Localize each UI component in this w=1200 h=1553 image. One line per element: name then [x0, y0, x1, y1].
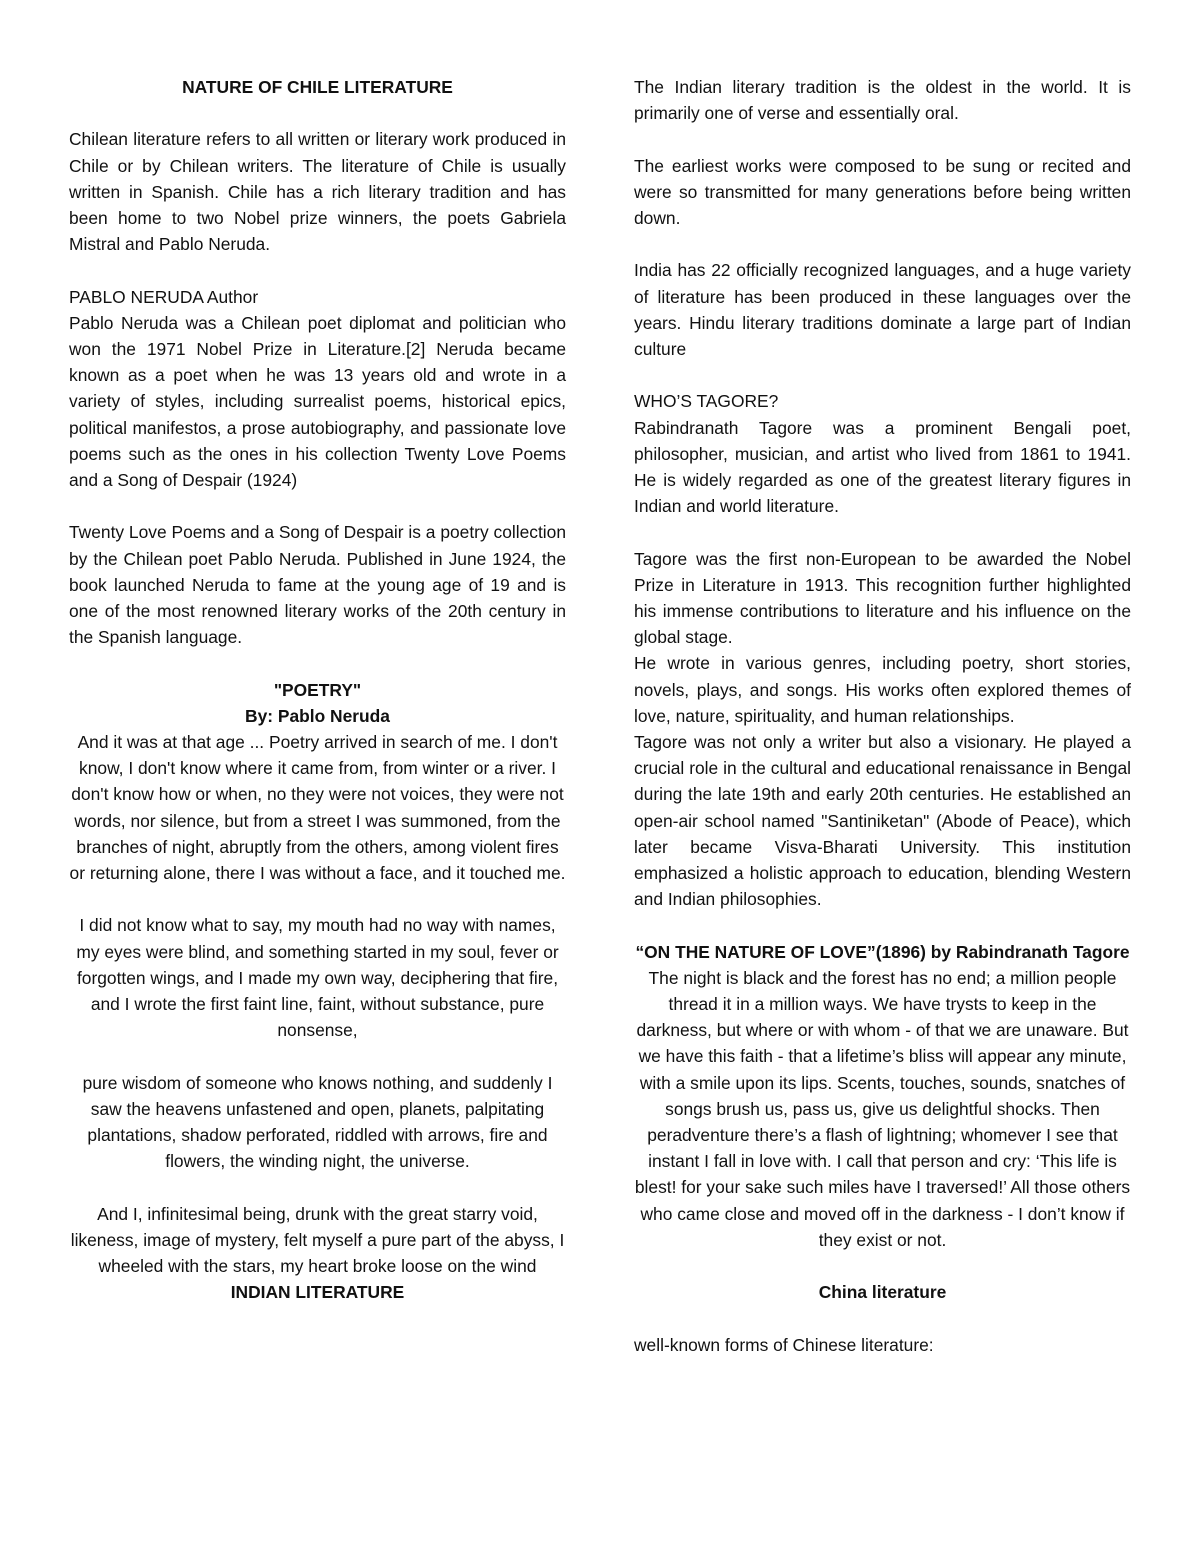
- left-column: [69, 74, 566, 1305]
- twenty-love-paragraph: Twenty Love Poems and a Song of Despair is a poetry collection by the Chilean poet Pablo Neruda. Published in June 1924, the book launched Neruda to fame at the young age of 19 and is one of the most renowned literary works of the 20th century in the Spanish language.: [69, 522, 566, 648]
- poem-stanza-2: I did not know what to say, my mouth had no way with names, my eyes were blind, and something started in my soul, fever or forgotten wings, and I made my own way, deciphering that fire, and I wrote the first faint line, faint, without substance, pure nonsense,: [76, 915, 559, 1041]
- tagore-paragraph-2: Tagore was the first non-European to be awarded the Nobel Prize in Literature in 1913. This recognition further highlighted his immense contributions to literature and his influence on the global stage.: [634, 548, 1131, 648]
- love-poem-title: “ON THE NATURE OF LOVE”(1896) by Rabindranath Tagore: [635, 941, 1130, 962]
- tagore-paragraph-3: He wrote in various genres, including poetry, short stories, novels, plays, and songs. His works often explored themes of love, nature, spirituality, and human relationships.: [634, 653, 1131, 726]
- poem-author: By: Pablo Neruda: [245, 705, 390, 726]
- indian-paragraph-1: The Indian literary tradition is the oldest in the world. It is primarily one of verse and essentially oral.: [634, 77, 1131, 124]
- poem-stanza-3: pure wisdom of someone who knows nothing, and suddenly I saw the heavens unfastened and open, planets, palpitating plantations, shadow perforated, riddled with arrows, fire and flowers, the winding night, the universe.: [82, 1072, 553, 1172]
- indian-title: INDIAN LITERATURE: [230, 1282, 405, 1303]
- chile-intro: Chilean literature refers to all written or literary work produced in Chile or by Chilean writers. The literature of Chile is usually written in Spanish. Chile has a rich literary tradition and has been home to two Nobel prize winners, the poets Gabriela Mistral and Pablo Neruda.: [69, 129, 566, 255]
- love-poem-text: The night is black and the forest has no end; a million people thread it in a million ways. We have trysts to keep in the darkness, but where or with whom - of that we are unaware. But we have this faith - that a lifetime’s bliss will appear any minute, with a smile upon its lips. Scents, touches, sounds, snatches of songs brush us, pass us, give us delightful shocks. Then peradventure there’s a flash of lightning; whomever I see that instant I fall in love with. I call that person and cry: ‘This life is blest! for your sake such miles have I traversed!’ All those others who came close and moved off in the darkness - I don’t know if they exist or not.: [634, 967, 1131, 1250]
- tagore-label: WHO’S TAGORE?: [634, 391, 779, 412]
- poem-stanza-1: And it was at that age ... Poetry arrived in search of me. I don't know, I don't know where it came from, from winter or a river. I don't know how or when, no they were not voices, they were not words, nor silence, but from a street I was summoned, from the branches of night, abruptly from the others, among violent fires or returning alone, there I was without a face, and it touched me.: [69, 732, 566, 884]
- right-column: [634, 74, 1131, 1358]
- indian-paragraph-2: The earliest works were composed to be sung or recited and were so transmitted for many generations before being written down.: [634, 155, 1131, 228]
- tagore-bio: Rabindranath Tagore was a prominent Bengali poet, philosopher, musician, and artist who lived from 1861 to 1941. He is widely regarded as one of the greatest literary figures in Indian and world literature.: [634, 417, 1131, 517]
- poem-stanza-4: And I, infinitesimal being, drunk with the great starry void, likeness, image of mystery, felt myself a pure part of the abyss, I wheeled with the stars, my heart broke loose on the wind: [70, 1203, 565, 1277]
- indian-paragraph-3: India has 22 officially recognized languages, and a huge variety of literature has been produced in these languages over the years. Hindu literary traditions dominate a large part of Indian culture: [634, 260, 1131, 359]
- chile-title: NATURE OF CHILE LITERATURE: [182, 77, 453, 97]
- tagore-paragraph-4: Tagore was not only a writer but also a visionary. He played a crucial role in the cultural and educational renaissance in Bengal during the late 19th and early 20th centuries. He established an open-air school named "Santiniketan" (Abode of Peace), which later became Visva-Bharati University. This institution emphasized a holistic approach to education, blending Western and Indian philosophies.: [634, 732, 1131, 910]
- neruda-bio: Pablo Neruda was a Chilean poet diplomat and politician who won the 1971 Nobel Prize in Literature.[2] Neruda became known as a poet when he was 13 years old and wrote in a variety of styles, including surrealist poems, historical epics, political manifestos, a prose autobiography, and passionate love poems such as the ones in his collection Twenty Love Poems and a Song of Despair (1924): [69, 312, 566, 491]
- poem-title: "POETRY": [273, 679, 362, 700]
- china-intro: well-known forms of Chinese literature:: [634, 1334, 934, 1355]
- china-title: China literature: [818, 1282, 947, 1303]
- neruda-label: PABLO NERUDA Author: [69, 286, 259, 307]
